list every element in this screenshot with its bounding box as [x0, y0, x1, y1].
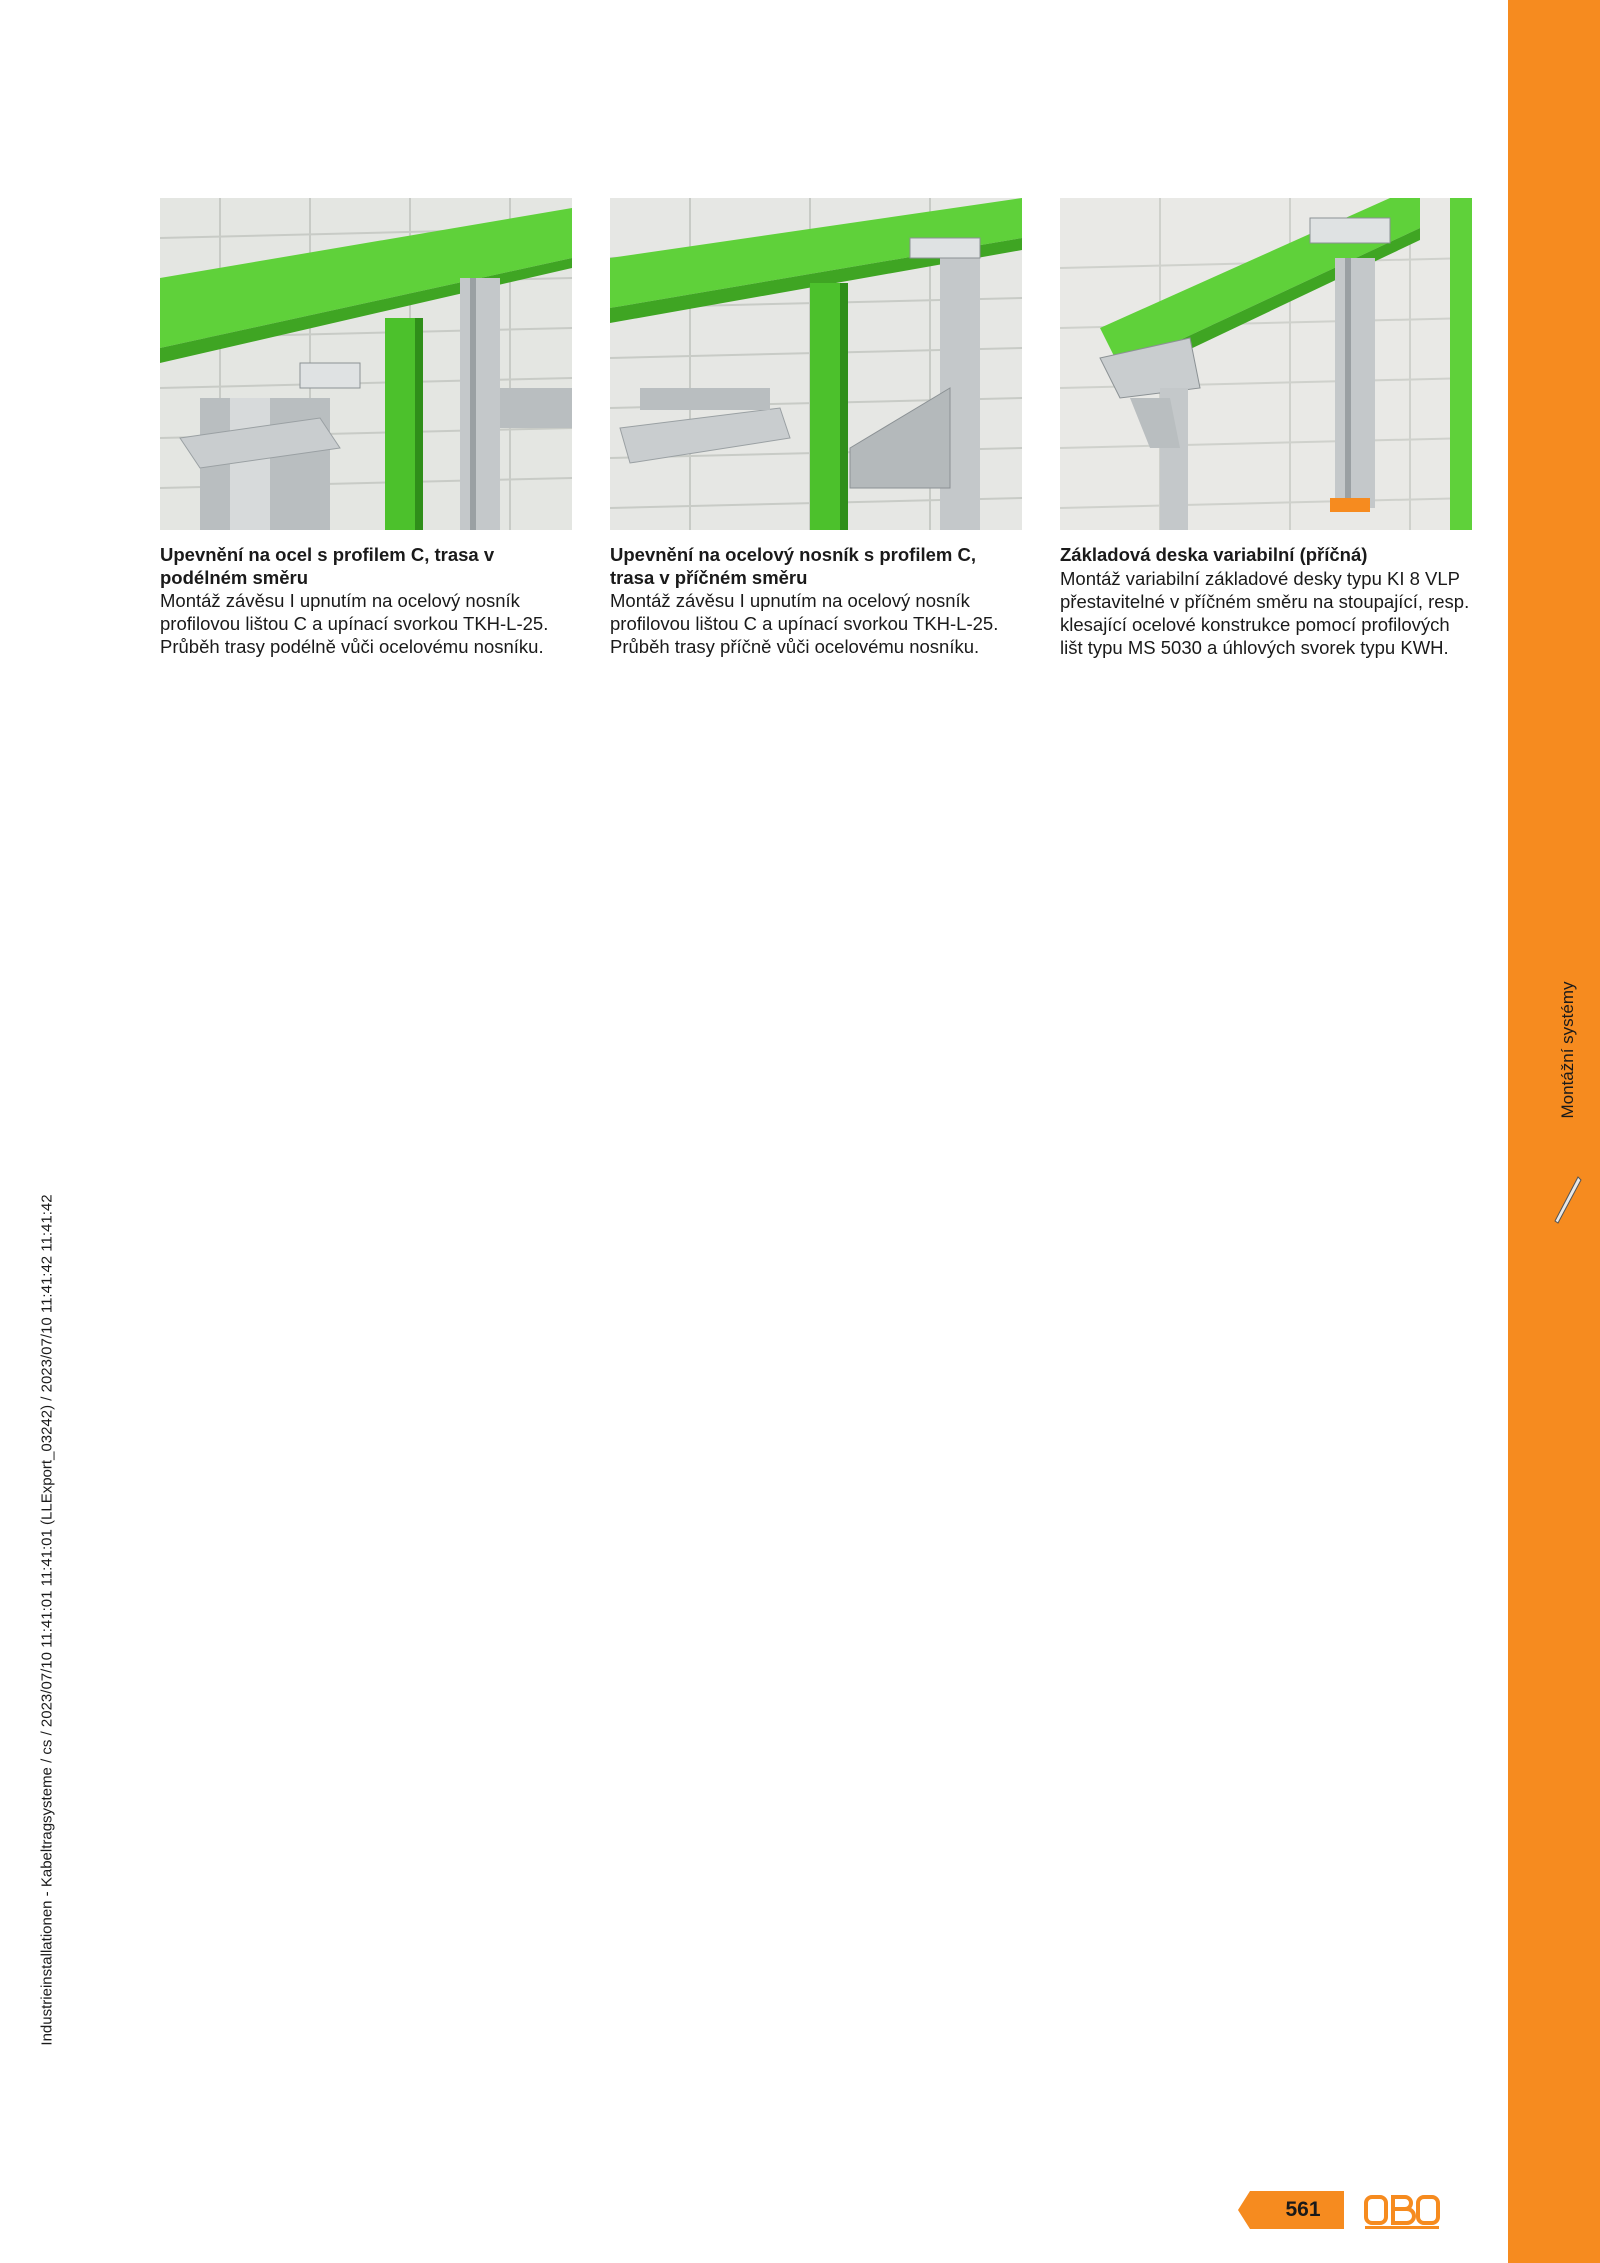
- export-metadata: Industrieinstallationen - Kabeltragsysteme / cs / 2023/07/10 11:41:01 11:41:01 (LLExport_03242) / 2023/07/10 11:41:42 11:41:42: [38, 1194, 56, 2046]
- product-card-3: [1060, 198, 1472, 659]
- product-description-2: Montáž závěsu I upnutím na ocelový nosník profilovou lištou C a upínací svorkou TKH-L-25. Průběh trasy příčně vůči ocelovému nosníku.: [610, 590, 999, 657]
- page-number: 561: [1285, 2198, 1321, 2221]
- product-description-1: Montáž závěsu I upnutím na ocelový nosník profilovou lištou C a upínací svorkou TKH-L-25. Průběh trasy podélně vůči ocelovému nosníku.: [160, 590, 549, 657]
- product-image-1: [160, 198, 572, 530]
- section-sidebar: [1508, 0, 1600, 2263]
- product-title-1: Upevnění na ocel s profilem C, trasa v podélném směru: [160, 544, 495, 588]
- product-description-3: Montáž variabilní základové desky typu KI 8 VLP přestavitelné v příčném směru na stoupající, resp. klesající ocelové konstrukce pomocí profilových lišt typu MS 5030 a úhlových svorek typu KWH.: [1060, 567, 1470, 658]
- product-card-1: [160, 198, 572, 658]
- obo-logo: [1363, 2190, 1443, 2230]
- product-image-2: [610, 198, 1022, 530]
- product-card-2: [610, 198, 1022, 658]
- section-label: Montážní systémy: [1558, 981, 1577, 1119]
- product-image-3: [1060, 198, 1472, 530]
- product-title-3: Základová deska variabilní (příčná): [1060, 544, 1368, 565]
- pen-mark-icon: [1552, 1175, 1582, 1225]
- product-title-2: Upevnění na ocelový nosník s profilem C, trasa v příčném směru: [610, 544, 976, 588]
